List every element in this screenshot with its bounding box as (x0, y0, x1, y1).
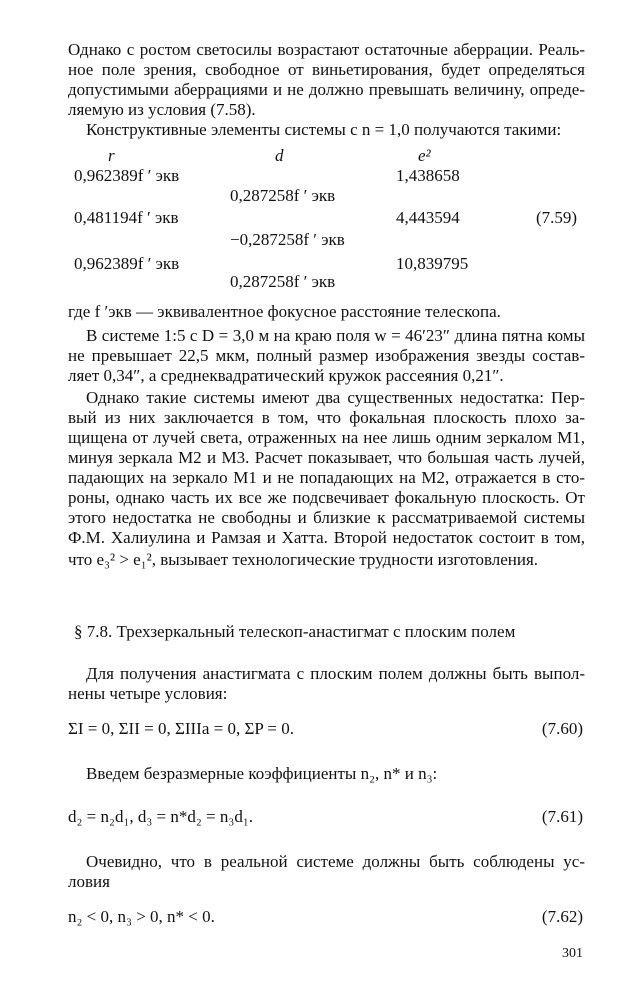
paragraph-line: вый из них заключается в том, что фокальная плоскость плохо за- (68, 408, 585, 427)
table-d-value: 0,287258f ′ экв (230, 186, 336, 205)
paragraph-line: Очевидно, что в реальной системе должны быть соблюдены ус- (86, 852, 585, 871)
equation-7-61: d₂ = n₂d₁, d₃ = n*d₂ = n₃d₁. (68, 807, 253, 826)
paragraph-line: что e₃² > e₁², вызывает технологические трудности изготовления. (68, 550, 539, 569)
paragraph-line: Конструктивные элементы системы с n = 1,0 получаются такими: (86, 120, 562, 139)
paragraph-line: этого недостатка не свободны и близкие к рассматриваемой системы (68, 508, 585, 527)
equation-number: (7.59) (536, 208, 578, 227)
paragraph-line: допустимыми аберрациями и не должно превышать величину, опреде- (68, 80, 585, 99)
paragraph-line: роны, однако часть их все же подсвечивает фокальную плоскость. От (68, 488, 585, 507)
paragraph-line: минуя зеркала M2 и M3. Расчет показывает, что большая часть лучей, (68, 448, 585, 467)
page-number: 301 (562, 946, 583, 961)
paragraph-line: Введем безразмерные коэффициенты n₂, n* и n₃: (86, 764, 438, 783)
paragraph-line: Однако с ростом светосилы возрастают остаточные аберрации. Реаль- (68, 40, 585, 59)
equation-7-60: ΣI = 0, ΣII = 0, ΣIIIa = 0, ΣP = 0. (68, 719, 295, 738)
table-header-e2: e² (418, 146, 431, 165)
equation-7-62: n₂ < 0, n₃ > 0, n* < 0. (68, 907, 215, 926)
equation-number: (7.62) (541, 907, 583, 926)
paragraph-line: Для получения анастигмата с плоским полем должны быть выпол- (86, 664, 585, 683)
paragraph-line: ляет 0,34″, а среднеквадратический кружок рассеяния 0,21″. (68, 366, 504, 385)
table-r-value: 0,481194f ′ экв (74, 208, 179, 227)
where-line: где f ′экв — эквивалентное фокусное расстояние телескопа. (68, 302, 501, 321)
paragraph-line: нены четыре условия: (68, 684, 228, 703)
paragraph-line: щищена от лучей света, отраженных на нее лишь одним зеркалом M1, (68, 428, 585, 447)
equation-number: (7.61) (541, 807, 583, 826)
paragraph-line: В системе 1:5 с D = 3,0 м на краю поля w = 46′23″ длина пятна комы (86, 326, 585, 345)
paragraph-line: Ф.М. Халиулина и Рамзая и Хатта. Второй недостаток состоит в том, (68, 528, 585, 547)
table-r-value: 0,962389f ′ экв (74, 254, 180, 273)
table-e2-value: 1,438658 (396, 166, 460, 185)
paragraph-line: ное поле зрения, свободное от виньетирования, будет определяться (68, 60, 585, 79)
table-header-r: r (108, 146, 115, 165)
table-e2-value: 10,839795 (396, 254, 469, 273)
table-r-value: 0,962389f ′ экв (74, 166, 180, 185)
table-header-d: d (275, 146, 284, 165)
equation-number: (7.60) (541, 719, 583, 738)
paragraph-line: падающих на зеркало M1 и не попадающих на M2, отражается в сто- (68, 468, 585, 487)
paragraph-line: не превышает 22,5 мкм, полный размер изображения звезды состав- (68, 346, 585, 365)
table-e2-value: 4,443594 (396, 208, 460, 227)
paragraph-line: Однако такие системы имеют два существенных недостатка: Пер- (86, 388, 585, 407)
section-heading: § 7.8. Трехзеркальный телескоп-анастигмат с плоским полем (74, 622, 516, 641)
paragraph-line: ловия (68, 872, 110, 891)
table-d-value: −0,287258f ′ экв (230, 230, 345, 249)
paragraph-line: ляемую из условия (7.58). (68, 100, 256, 119)
table-d-value: 0,287258f ′ экв (230, 272, 336, 291)
